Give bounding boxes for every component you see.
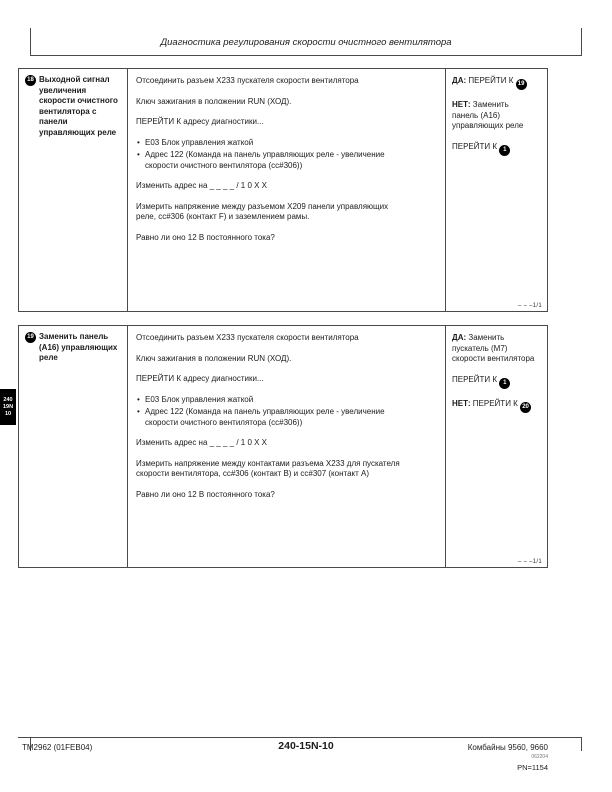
footer-manual-number: TM2962 (01FEB04) bbox=[22, 743, 93, 752]
result-goto bbox=[452, 142, 537, 156]
procedure-text: Равно ли оно 12 В постоянного тока? bbox=[136, 232, 275, 242]
diagnostic-block-19 bbox=[18, 325, 548, 568]
sheet-marker: – – –1/1 bbox=[517, 559, 542, 565]
list-item: • E03 Блок управления жаткой bbox=[145, 395, 405, 406]
step-head bbox=[25, 332, 123, 364]
section-tab-page: 10 bbox=[4, 410, 12, 417]
step-column bbox=[19, 69, 128, 311]
step-title: Выходной сигнал увеличения скорости очистного вентилятора с панели управляющих реле bbox=[39, 75, 118, 137]
step-column bbox=[19, 326, 128, 567]
section-tab-group: 240 bbox=[3, 396, 13, 403]
result-yes bbox=[452, 333, 537, 365]
footer-rule bbox=[18, 737, 582, 738]
result-no-text: Заменить панель (A16) управляющих реле bbox=[452, 100, 524, 130]
step-head bbox=[25, 75, 123, 138]
section-tab-section: 19N bbox=[2, 403, 14, 410]
list-item: • Адрес 122 (Команда на панель управляющих реле - увеличение скорости очистного вентилятора (cc#306)) bbox=[145, 150, 405, 171]
goto-callout-badge: 1 bbox=[499, 145, 510, 156]
result-no bbox=[452, 100, 537, 132]
footer-print-code: 062204 bbox=[531, 754, 548, 760]
footer-model: Комбайны 9560, 9660 bbox=[467, 743, 548, 752]
crop-mark-top-right bbox=[581, 28, 582, 55]
procedure-column bbox=[128, 69, 446, 311]
result-goto-text: ПЕРЕЙТИ К bbox=[452, 374, 498, 384]
procedure-text: Измерить напряжение между разъемом X209 панели управляющих реле, cc#306 (контакт F) и заземлением рамы. bbox=[136, 201, 389, 221]
procedure-text: Изменить адрес на _ _ _ _ / 1 0 X X bbox=[136, 181, 268, 190]
result-no-label: НЕТ: bbox=[452, 398, 471, 408]
crop-mark-top-left bbox=[30, 28, 31, 55]
sheet-marker: – – –1/1 bbox=[517, 303, 542, 309]
page-title: Диагностика регулирования скорости очистного вентилятора bbox=[160, 37, 452, 48]
result-yes-label: ДА: bbox=[452, 76, 467, 85]
result-yes-text: Заменить пускатель (M7) скорости вентилятора bbox=[452, 333, 535, 363]
results-column bbox=[446, 69, 547, 311]
procedure-text: Ключ зажигания в положении RUN (ХОД). bbox=[136, 96, 292, 106]
result-yes-text: ПЕРЕЙТИ К bbox=[468, 76, 514, 85]
result-goto bbox=[452, 375, 537, 389]
goto-callout-badge: 1 bbox=[499, 378, 510, 389]
procedure-column bbox=[128, 326, 446, 567]
procedure-text: Измерить напряжение между контактами разъема X233 для пускателя скорости вентилятора, cc#306 (контакт B) и cc#307 (контакт A) bbox=[136, 458, 400, 478]
procedure-text: Равно ли оно 12 В постоянного тока? bbox=[136, 489, 275, 499]
list-item: • Адрес 122 (Команда на панель управляющих реле - увеличение скорости очистного вентилятора (cc#306)) bbox=[145, 407, 405, 428]
section-tab bbox=[0, 389, 16, 425]
step-title: Заменить панель (A16) управляющих реле bbox=[39, 332, 118, 362]
result-no bbox=[452, 399, 537, 413]
step-number-badge: 19 bbox=[25, 332, 36, 343]
procedure-text: ПЕРЕЙТИ К адресу диагностики... bbox=[136, 117, 264, 126]
procedure-text: Изменить адрес на _ _ _ _ / 1 0 X X bbox=[136, 438, 268, 447]
goto-step-badge: 19 bbox=[516, 79, 527, 90]
diagnostic-address-list bbox=[136, 395, 405, 429]
header-rule bbox=[30, 55, 582, 56]
procedure-text: Ключ зажигания в положении RUN (ХОД). bbox=[136, 353, 292, 363]
diagnostic-block-18 bbox=[18, 68, 548, 312]
procedure-text: Отсоединить разъем X233 пускателя скорости вентилятора bbox=[136, 333, 359, 342]
list-item: • E03 Блок управления жаткой bbox=[145, 138, 405, 149]
goto-step-badge: 20 bbox=[520, 402, 531, 413]
results-column bbox=[446, 326, 547, 567]
result-yes-label: ДА: bbox=[452, 333, 467, 342]
result-goto-text: ПЕРЕЙТИ К bbox=[452, 141, 498, 151]
diagnostic-address-list bbox=[136, 138, 405, 172]
footer-pn: PN=1154 bbox=[517, 763, 548, 772]
result-no-text: ПЕРЕЙТИ К bbox=[472, 398, 518, 408]
result-no-label: НЕТ: bbox=[452, 100, 471, 109]
step-number-badge: 18 bbox=[25, 75, 36, 86]
procedure-text: ПЕРЕЙТИ К адресу диагностики... bbox=[136, 374, 264, 383]
footer-page-number: 240-15N-10 bbox=[278, 740, 334, 752]
procedure-text: Отсоединить разъем X233 пускателя скорости вентилятора bbox=[136, 76, 359, 85]
result-yes bbox=[452, 76, 537, 90]
